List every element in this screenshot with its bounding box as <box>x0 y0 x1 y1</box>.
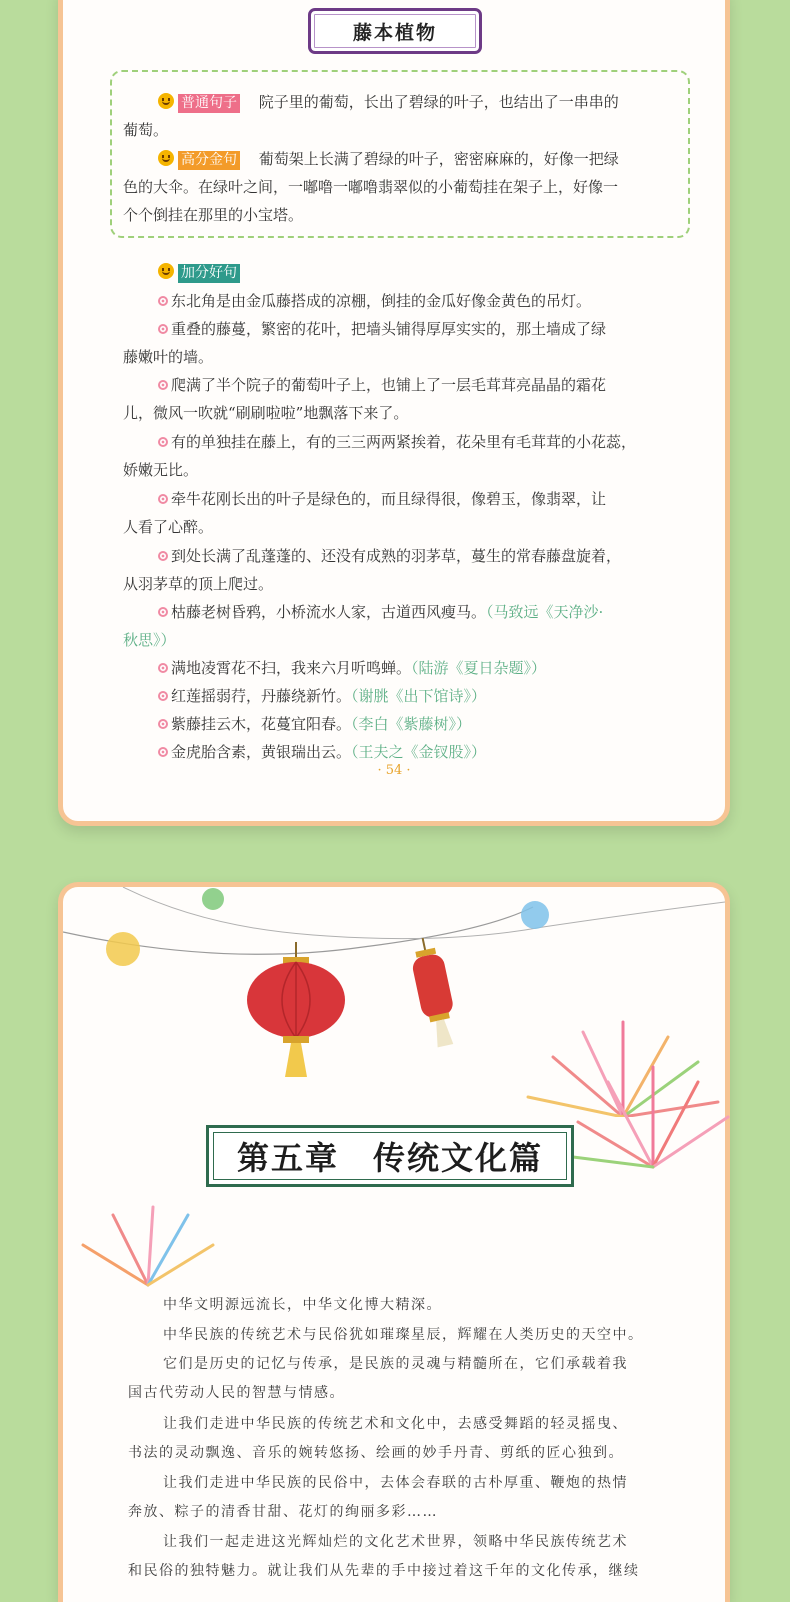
yellow-ball-icon <box>106 932 140 966</box>
section-title: 藤本植物 <box>308 8 482 54</box>
normal-sentence-line <box>158 92 619 113</box>
bonus-sentence-cont: 儿，微风一吹就“刷刷啦啦”地飘落下来了。 <box>123 404 409 422</box>
poem-source: （王夫之《金钗股》） <box>351 743 487 761</box>
chapter-opening-page <box>58 882 730 1602</box>
poem-source: （李白《紫藤树》） <box>351 715 472 733</box>
high-sentence-line: 个个倒挂在那里的小宝塔。 <box>123 206 304 224</box>
bonus-sentence-text: 东北角是由金瓜藤搭成的凉棚，倒挂的金瓜好像金黄色的吊灯。 <box>171 292 592 310</box>
chapter-title: 第五章 传统文化篇 <box>236 1139 543 1177</box>
bonus-sentence-cont: 娇嫩无比。 <box>123 461 199 479</box>
bullet-icon <box>158 691 168 701</box>
intro-paragraph: 它们是历史的记忆与传承，是民族的灵魂与精髓所在，它们承载着我 <box>163 1356 628 1372</box>
smiley-icon <box>158 93 174 109</box>
bullet-icon <box>158 663 168 673</box>
intro-paragraph-cont: 国古代劳动人民的智慧与情感。 <box>128 1385 345 1401</box>
small-lantern-icon <box>407 935 461 1049</box>
bonus-sentence <box>158 375 606 395</box>
bullet-icon <box>158 437 168 447</box>
red-lantern-icon <box>247 942 345 1077</box>
bonus-sentence-text: 满地凌霄花不扫，我来六月听鸣蝉。 <box>171 659 412 677</box>
bullet-icon <box>158 719 168 729</box>
bonus-sentence-text: 有的单独挂在藤上，有的三三两两紧挨着，花朵里有毛茸茸的小花蕊， <box>171 433 637 451</box>
bonus-sentence <box>158 602 603 622</box>
bonus-sentence <box>158 658 546 678</box>
high-sentence-line: 色的大伞。在绿叶之间，一嘟噜一嘟噜翡翠似的小葡萄挂在架子上，好像一 <box>123 178 619 196</box>
bullet-icon <box>158 551 168 561</box>
intro-paragraph-cont: 和民俗的独特魅力。就让我们从先辈的手中接过着这千年的文化传承，继续 <box>128 1563 640 1579</box>
bonus-sentence <box>158 546 621 566</box>
book-page-54 <box>58 0 730 826</box>
bonus-sentence-text: 红莲摇弱荇，丹藤绕新竹。 <box>171 687 352 705</box>
bonus-sentence-cont: 人看了心醉。 <box>123 518 214 536</box>
normal-sentence-line: 葡萄。 <box>123 121 169 139</box>
bonus-sentence-header <box>158 262 240 283</box>
bullet-icon <box>158 324 168 334</box>
bullet-icon <box>158 747 168 757</box>
bullet-icon <box>158 296 168 306</box>
poem-source: （马致远《天净沙· <box>486 603 604 621</box>
poem-source: （陆游《夏日杂题》） <box>411 659 547 677</box>
bonus-sentence <box>158 291 591 311</box>
bonus-sentence-text: 到处长满了乱蓬蓬的、还没有成熟的羽茅草，蔓生的常春藤盘旋着， <box>171 547 622 565</box>
intro-paragraph: 让我们走进中华民族的传统艺术和文化中，去感受舞蹈的轻灵摇曳、 <box>163 1416 628 1432</box>
bonus-sentence-text: 牵牛花刚长出的叶子是绿色的，而且绿得很，像碧玉，像翡翠，让 <box>171 490 607 508</box>
bullet-icon <box>158 380 168 390</box>
bonus-sentence-text: 枯藤老树昏鸦，小桥流水人家，古道西风瘦马。 <box>171 603 487 621</box>
smiley-icon <box>158 263 174 279</box>
high-sentence-text: 葡萄架上长满了碧绿的叶子，密密麻麻的，好像一把绿 <box>258 150 619 168</box>
smiley-icon <box>158 150 174 166</box>
intro-paragraph: 让我们一起走进这光辉灿烂的文化艺术世界，领略中华民族传统艺术 <box>163 1534 628 1550</box>
firework-icon <box>78 1205 218 1295</box>
chapter-title-banner <box>206 1125 574 1187</box>
bonus-sentence <box>158 319 606 339</box>
bullet-icon <box>158 607 168 617</box>
bonus-sentence-text: 爬满了半个院子的葡萄叶子上，也铺上了一层毛茸茸亮晶晶的霜花 <box>171 376 607 394</box>
intro-paragraph-cont: 书法的灵动飘逸、音乐的婉转悠扬、绘画的妙手丹青、剪纸的匠心独到。 <box>128 1445 624 1461</box>
poem-source: 秋思》） <box>123 631 176 649</box>
bonus-sentence-cont: 从羽茅草的顶上爬过。 <box>123 575 274 593</box>
bonus-sentence-text: 金虎胎含素，黄银瑞出云。 <box>171 743 352 761</box>
high-sentence-line <box>158 149 619 170</box>
firework-icon <box>568 1057 733 1177</box>
bonus-sentence <box>158 742 486 762</box>
intro-paragraph: 中华民族的传统艺术与民俗犹如璀璨星辰，辉耀在人类历史的天空中。 <box>163 1327 644 1343</box>
blue-ball-icon <box>521 901 549 929</box>
green-ball-icon <box>202 888 224 910</box>
bonus-sentence-text: 紫藤挂云木，花蔓宜阳春。 <box>171 715 352 733</box>
bonus-sentence-tag: 加分好句 <box>178 264 240 283</box>
bullet-icon <box>158 494 168 504</box>
bonus-sentence <box>158 714 471 734</box>
intro-paragraph: 中华文明源远流长，中华文化博大精深。 <box>163 1297 442 1313</box>
bonus-sentence <box>158 432 636 452</box>
normal-sentence-tag: 普通句子 <box>178 94 240 113</box>
bonus-sentence <box>158 686 486 706</box>
page-number: · 54 · <box>377 763 411 778</box>
bonus-sentence-text: 重叠的藤蔓，繁密的花叶，把墙头铺得厚厚实实的，那土墙成了绿 <box>171 320 607 338</box>
normal-sentence-text: 院子里的葡萄，长出了碧绿的叶子，也结出了一串串的 <box>258 93 619 111</box>
intro-paragraph: 让我们走进中华民族的民俗中，去体会春联的古朴厚重、鞭炮的热情 <box>163 1475 628 1491</box>
poem-source: （谢朓《出下馆诗》） <box>351 687 487 705</box>
high-sentence-tag: 高分金句 <box>178 151 240 170</box>
bonus-sentence-cont: 藤嫩叶的墙。 <box>123 348 214 366</box>
bonus-sentence <box>158 489 606 509</box>
intro-paragraph-cont: 奔放、粽子的清香甘甜、花灯的绚丽多彩…… <box>128 1504 438 1520</box>
